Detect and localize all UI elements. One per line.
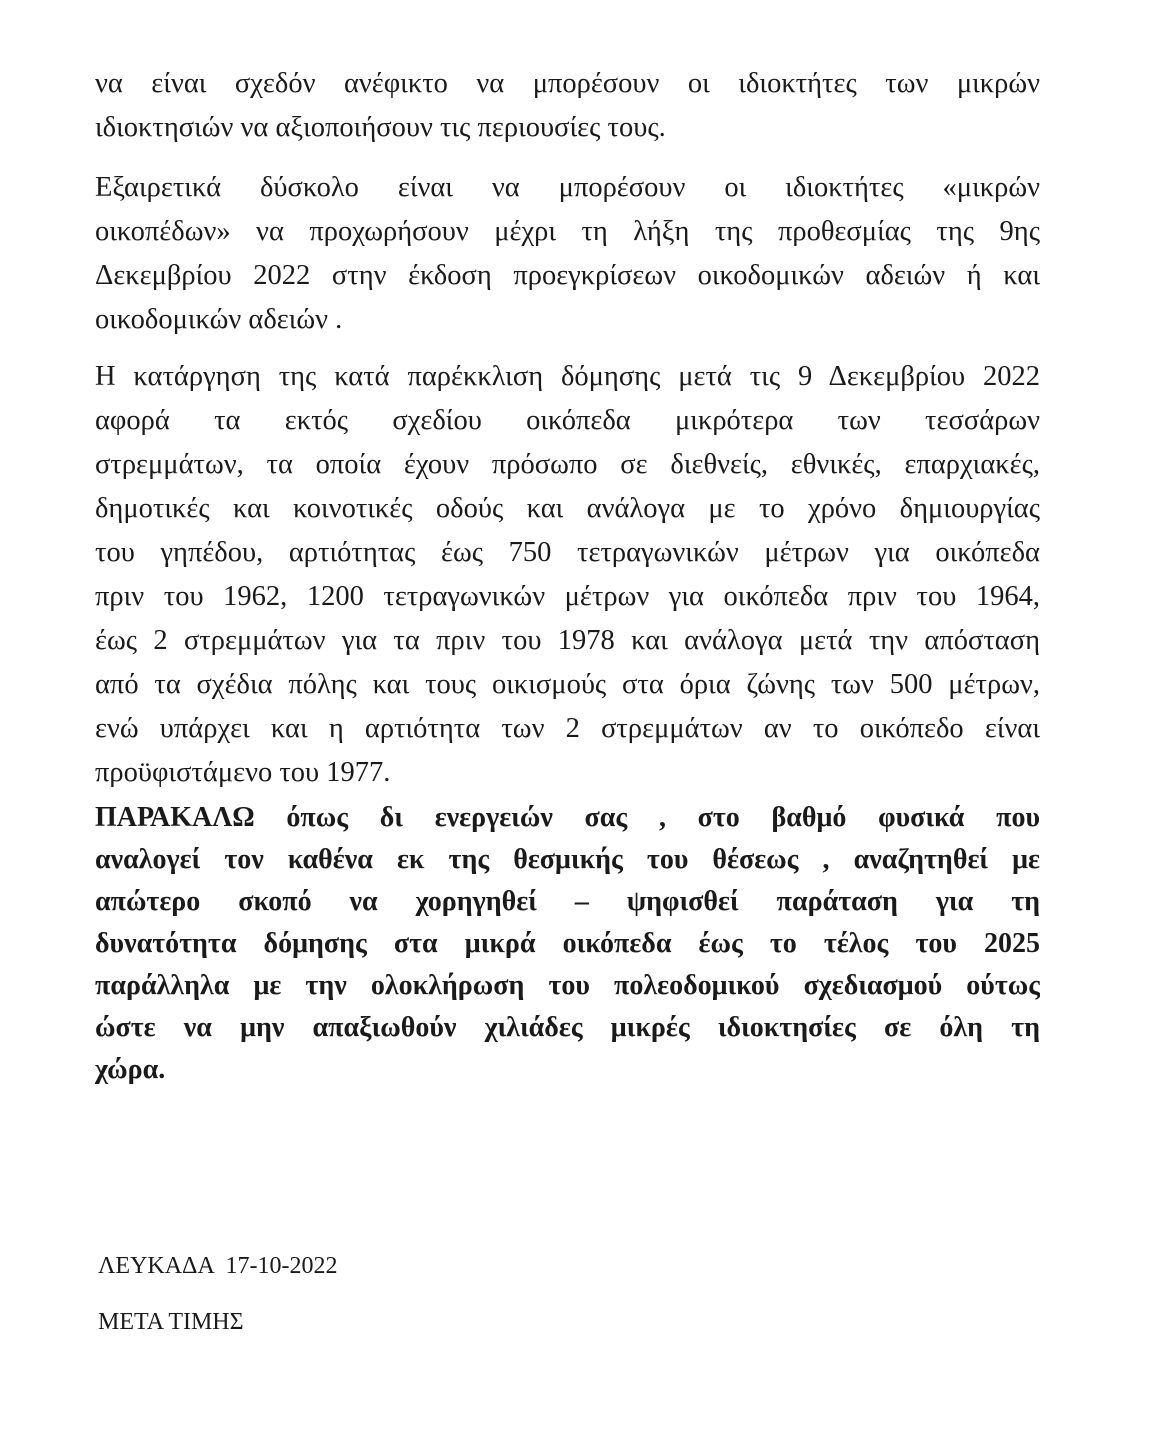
text-line: από τα σχέδια πόλης και τους οικισμούς στα όρια ζώνης των 500 μέτρων, xyxy=(95,669,1040,700)
text-line: Δεκεμβρίου 2022 στην έκδοση προεγκρίσεων οικοδομικών αδειών ή και xyxy=(95,260,1040,291)
text-line: ενώ υπάρχει και η αρτιότητα των 2 στρεμμάτων αν το οικόπεδο είναι xyxy=(95,713,1040,744)
text-line: πριν του 1962, 1200 τετραγωνικών μέτρων για οικόπεδα πριν του 1964, xyxy=(95,581,1040,612)
text-line: παράλληλα με την ολοκλήρωση του πολεοδομικού σχεδιασμού ούτως xyxy=(95,970,1040,1001)
text-line: προϋφιστάμενο του 1977. xyxy=(95,757,391,788)
text-line: έως 2 στρεμμάτων για τα πριν του 1978 και ανάλογα μετά την απόσταση xyxy=(95,625,1040,656)
paragraph-request xyxy=(95,797,1040,1091)
place-and-date: ΛΕΥΚΑΔΑ 17-10-2022 xyxy=(98,1253,338,1279)
text-line: στρεμμάτων, τα οποία έχουν πρόσωπο σε διεθνείς, εθνικές, επαρχιακές, xyxy=(95,449,1040,480)
paragraph-regulation xyxy=(95,355,1040,795)
text-line: ώστε να μην απαξιωθούν χιλιάδες μικρές ιδιοκτησίες σε όλη τη xyxy=(95,1012,1040,1043)
text-line: ιδιοκτησιών να αξιοποιήσουν τις περιουσίες τους. xyxy=(95,112,666,143)
text-line: αναλογεί τον καθένα εκ της θεσμικής του θέσεως , αναζητηθεί με xyxy=(95,844,1040,875)
text-line: δυνατότητα δόμησης στα μικρά οικόπεδα έως το τέλος του 2025 xyxy=(95,928,1040,959)
text-line: του γηπέδου, αρτιότητας έως 750 τετραγωνικών μέτρων για οικόπεδα xyxy=(95,537,1040,568)
text-line: αφορά τα εκτός σχεδίου οικόπεδα μικρότερα των τεσσάρων xyxy=(95,405,1040,436)
text-line: δημοτικές και κοινοτικές οδούς και ανάλογα με το χρόνο δημιουργίας xyxy=(95,493,1040,524)
text-line: Η κατάργηση της κατά παρέκκλιση δόμησης μετά τις 9 Δεκεμβρίου 2022 xyxy=(95,361,1040,392)
text-line: Εξαιρετικά δύσκολο είναι να μπορέσουν οι ιδιοκτήτες «μικρών xyxy=(95,172,1040,203)
text-line: οικοπέδων» να προχωρήσουν μέχρι τη λήξη της προθεσμίας της 9ης xyxy=(95,216,1040,247)
closing-salutation: ΜΕΤΑ ΤΙΜΗΣ xyxy=(98,1309,244,1335)
text-line: χώρα. xyxy=(95,1054,166,1085)
text-line: ΠΑΡΑΚΑΛΩ όπως δι ενεργειών σας , στο βαθμό φυσικά που xyxy=(95,802,1040,833)
paragraph-intro xyxy=(95,62,1040,150)
text-line: οικοδομικών αδειών . xyxy=(95,304,343,335)
paragraph-deadline xyxy=(95,166,1040,342)
text-line: απώτερο σκοπό να χορηγηθεί – ψηφισθεί παράταση για τη xyxy=(95,886,1040,917)
text-line: να είναι σχεδόν ανέφικτο να μπορέσουν οι ιδιοκτήτες των μικρών xyxy=(95,68,1040,99)
